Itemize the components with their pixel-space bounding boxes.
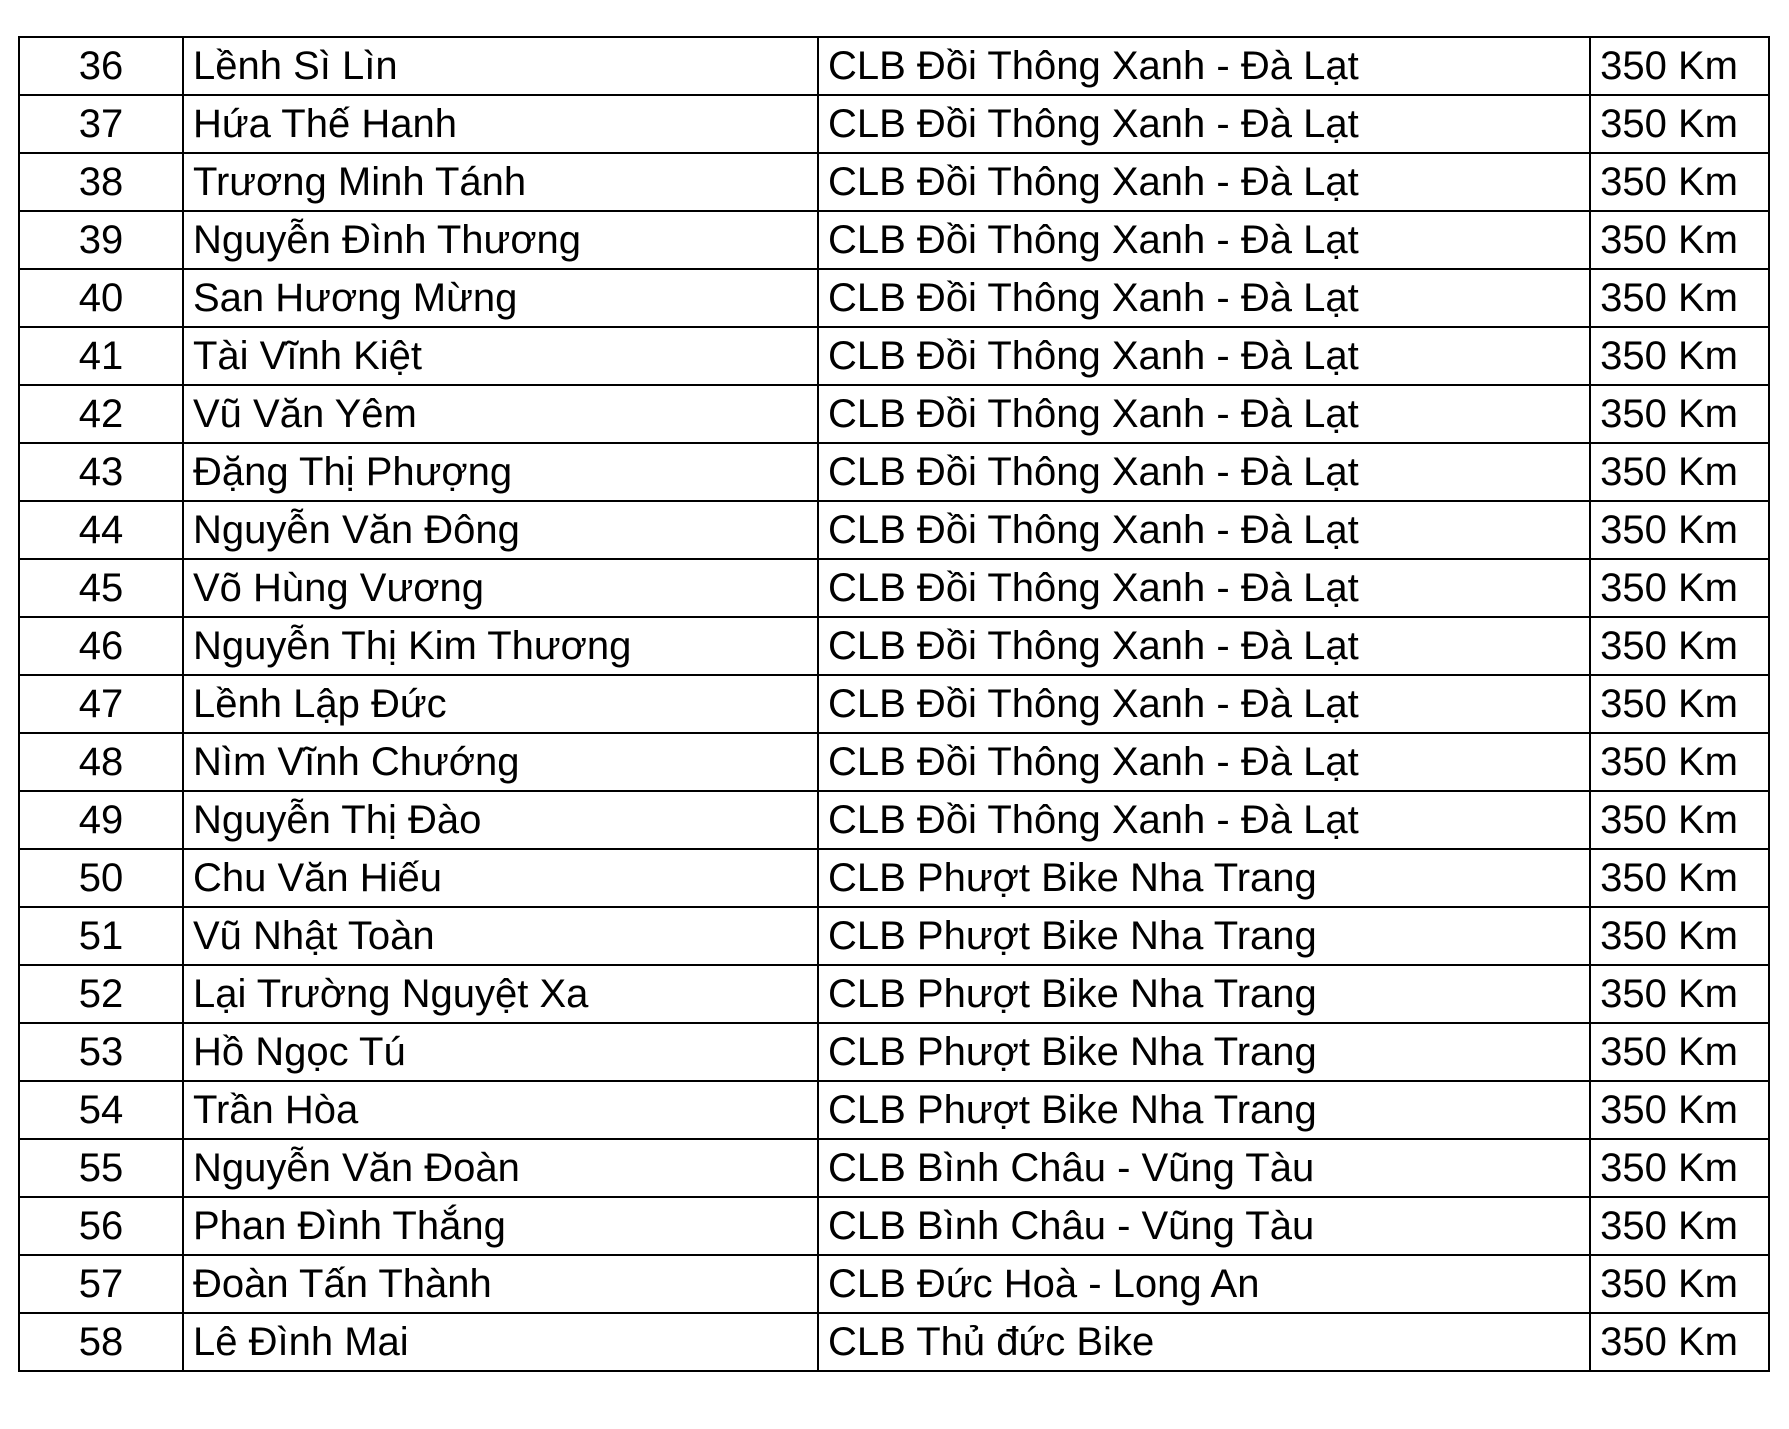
table-row [19,1255,1769,1313]
member-name-cell: Vũ Nhật Toàn [183,907,818,965]
distance-cell: 350 Km [1590,1197,1769,1255]
table-row [19,327,1769,385]
member-name-cell: Tài Vĩnh Kiệt [183,327,818,385]
member-name-cell: Chu Văn Hiếu [183,849,818,907]
table-row [19,1313,1769,1371]
table-row [19,733,1769,791]
club-name-cell: CLB Đức Hoà - Long An [818,1255,1590,1313]
table-row [19,385,1769,443]
member-name-cell: Lại Trường Nguyệt Xa [183,965,818,1023]
member-name-cell: Lềnh Sì Lìn [183,37,818,95]
distance-cell: 350 Km [1590,269,1769,327]
member-name-cell: Nguyễn Đình Thương [183,211,818,269]
row-number-cell: 43 [19,443,183,501]
club-name-cell: CLB Phượt Bike Nha Trang [818,849,1590,907]
member-name-cell: Nguyễn Văn Đông [183,501,818,559]
table-row [19,617,1769,675]
row-number-cell: 38 [19,153,183,211]
table-row [19,269,1769,327]
distance-cell: 350 Km [1590,501,1769,559]
table-row [19,1023,1769,1081]
row-number-cell: 53 [19,1023,183,1081]
distance-cell: 350 Km [1590,1255,1769,1313]
table-row [19,791,1769,849]
table-row [19,443,1769,501]
club-name-cell: CLB Phượt Bike Nha Trang [818,907,1590,965]
club-name-cell: CLB Phượt Bike Nha Trang [818,1081,1590,1139]
member-name-cell: Trần Hòa [183,1081,818,1139]
club-name-cell: CLB Đồi Thông Xanh - Đà Lạt [818,443,1590,501]
club-name-cell: CLB Thủ đức Bike [818,1313,1590,1371]
roster-table-body [19,37,1769,1371]
distance-cell: 350 Km [1590,849,1769,907]
distance-cell: 350 Km [1590,95,1769,153]
club-name-cell: CLB Đồi Thông Xanh - Đà Lạt [818,37,1590,95]
row-number-cell: 41 [19,327,183,385]
club-name-cell: CLB Đồi Thông Xanh - Đà Lạt [818,501,1590,559]
row-number-cell: 46 [19,617,183,675]
distance-cell: 350 Km [1590,1139,1769,1197]
club-name-cell: CLB Đồi Thông Xanh - Đà Lạt [818,385,1590,443]
distance-cell: 350 Km [1590,443,1769,501]
distance-cell: 350 Km [1590,1023,1769,1081]
member-name-cell: Võ Hùng Vương [183,559,818,617]
club-name-cell: CLB Bình Châu - Vũng Tàu [818,1197,1590,1255]
row-number-cell: 52 [19,965,183,1023]
club-name-cell: CLB Đồi Thông Xanh - Đà Lạt [818,269,1590,327]
row-number-cell: 57 [19,1255,183,1313]
distance-cell: 350 Km [1590,791,1769,849]
table-row [19,559,1769,617]
distance-cell: 350 Km [1590,559,1769,617]
row-number-cell: 58 [19,1313,183,1371]
row-number-cell: 40 [19,269,183,327]
member-name-cell: Vũ Văn Yêm [183,385,818,443]
member-name-cell: Hứa Thế Hanh [183,95,818,153]
row-number-cell: 54 [19,1081,183,1139]
member-name-cell: Lềnh Lập Đức [183,675,818,733]
member-name-cell: Lê Đình Mai [183,1313,818,1371]
distance-cell: 350 Km [1590,385,1769,443]
distance-cell: 350 Km [1590,327,1769,385]
row-number-cell: 47 [19,675,183,733]
table-row [19,907,1769,965]
distance-cell: 350 Km [1590,907,1769,965]
row-number-cell: 55 [19,1139,183,1197]
row-number-cell: 44 [19,501,183,559]
member-name-cell: Phan Đình Thắng [183,1197,818,1255]
row-number-cell: 36 [19,37,183,95]
table-row [19,95,1769,153]
row-number-cell: 37 [19,95,183,153]
row-number-cell: 56 [19,1197,183,1255]
row-number-cell: 48 [19,733,183,791]
club-name-cell: CLB Đồi Thông Xanh - Đà Lạt [818,211,1590,269]
table-row [19,211,1769,269]
club-name-cell: CLB Đồi Thông Xanh - Đà Lạt [818,675,1590,733]
row-number-cell: 49 [19,791,183,849]
row-number-cell: 45 [19,559,183,617]
row-number-cell: 42 [19,385,183,443]
distance-cell: 350 Km [1590,1081,1769,1139]
club-name-cell: CLB Phượt Bike Nha Trang [818,965,1590,1023]
distance-cell: 350 Km [1590,1313,1769,1371]
member-name-cell: Nìm Vĩnh Chướng [183,733,818,791]
row-number-cell: 51 [19,907,183,965]
member-name-cell: Hồ Ngọc Tú [183,1023,818,1081]
club-name-cell: CLB Đồi Thông Xanh - Đà Lạt [818,559,1590,617]
member-name-cell: Nguyễn Văn Đoàn [183,1139,818,1197]
table-row [19,37,1769,95]
club-name-cell: CLB Đồi Thông Xanh - Đà Lạt [818,153,1590,211]
distance-cell: 350 Km [1590,617,1769,675]
distance-cell: 350 Km [1590,675,1769,733]
club-name-cell: CLB Phượt Bike Nha Trang [818,1023,1590,1081]
club-name-cell: CLB Đồi Thông Xanh - Đà Lạt [818,791,1590,849]
distance-cell: 350 Km [1590,965,1769,1023]
member-name-cell: San Hương Mừng [183,269,818,327]
table-row [19,965,1769,1023]
member-name-cell: Đặng Thị Phượng [183,443,818,501]
table-row [19,675,1769,733]
club-name-cell: CLB Đồi Thông Xanh - Đà Lạt [818,617,1590,675]
member-name-cell: Nguyễn Thị Kim Thương [183,617,818,675]
table-row [19,849,1769,907]
member-name-cell: Đoàn Tấn Thành [183,1255,818,1313]
row-number-cell: 39 [19,211,183,269]
table-row [19,1081,1769,1139]
table-row [19,501,1769,559]
table-row [19,1139,1769,1197]
club-name-cell: CLB Đồi Thông Xanh - Đà Lạt [818,95,1590,153]
row-number-cell: 50 [19,849,183,907]
distance-cell: 350 Km [1590,733,1769,791]
club-name-cell: CLB Bình Châu - Vũng Tàu [818,1139,1590,1197]
roster-table [18,36,1770,1372]
club-name-cell: CLB Đồi Thông Xanh - Đà Lạt [818,733,1590,791]
table-row [19,1197,1769,1255]
distance-cell: 350 Km [1590,211,1769,269]
distance-cell: 350 Km [1590,37,1769,95]
member-name-cell: Nguyễn Thị Đào [183,791,818,849]
member-name-cell: Trương Minh Tánh [183,153,818,211]
table-row [19,153,1769,211]
club-name-cell: CLB Đồi Thông Xanh - Đà Lạt [818,327,1590,385]
distance-cell: 350 Km [1590,153,1769,211]
